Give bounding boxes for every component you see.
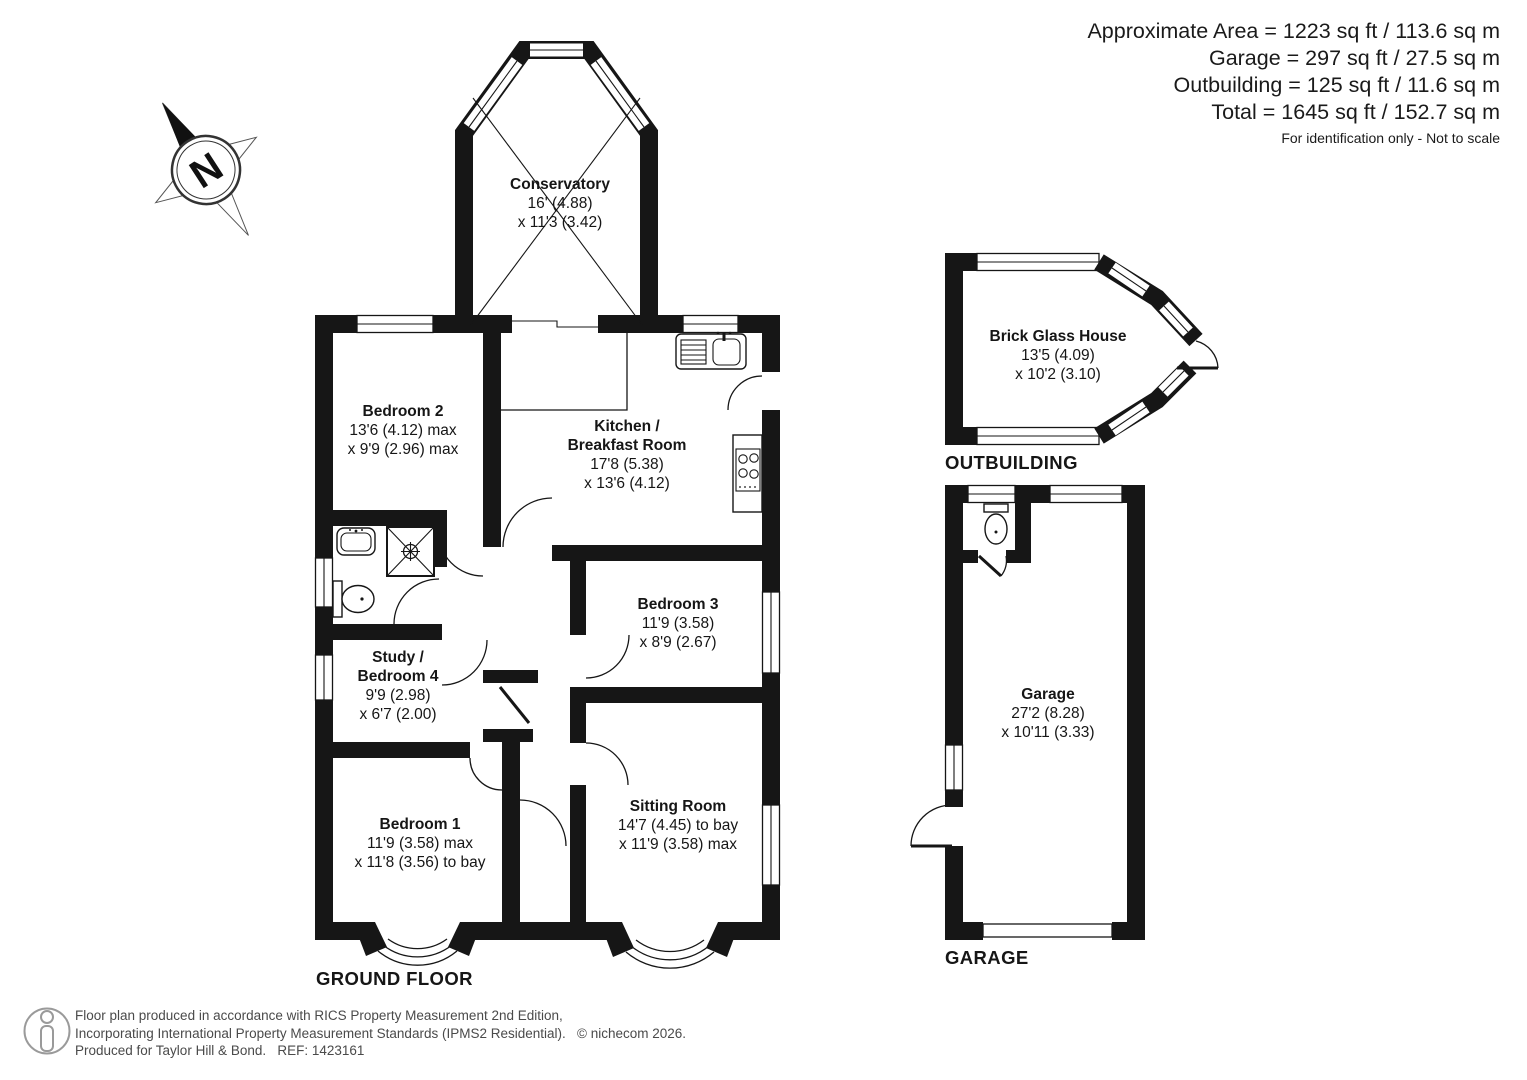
area-summary: [1087, 18, 1500, 147]
window-sitting-room: [763, 805, 780, 885]
conservatory-threshold: [512, 321, 598, 327]
room-label-bedroom1: Bedroom 1 11'9 (3.58) max x 11'8 (3.56) to bay: [354, 816, 486, 871]
ground-floor-title: GROUND FLOOR: [316, 968, 473, 989]
hob: [733, 435, 762, 512]
bay-window-sitting-room: [600, 922, 740, 968]
window-kitchen: [683, 316, 738, 333]
room-label-study-bedroom4: Study / Bedroom 4 9'9 (2.98) x 6'7 (2.00): [357, 649, 439, 723]
window-bedroom2: [357, 316, 433, 333]
outbuilding-title: OUTBUILDING: [945, 452, 1078, 473]
kitchen-counter-line: [501, 333, 627, 410]
identification-note: For identification only - Not to scale: [1281, 130, 1500, 146]
area-line-outbuilding: Outbuilding = 125 sq ft / 11.6 sq m: [1173, 73, 1500, 97]
area-line-total: Total = 1645 sq ft / 152.7 sq m: [1211, 100, 1500, 124]
compass-north-label: N: [182, 144, 231, 198]
footer-disclaimer: [75, 1007, 686, 1060]
garage-vehicle-door: [983, 924, 1112, 937]
room-label-bedroom2: Bedroom 2 13'6 (4.12) max x 9'9 (2.96) max: [347, 403, 459, 458]
room-label-sitting-room: Sitting Room 14'7 (4.45) to bay x 11'9 (3.58) max: [617, 798, 739, 853]
garage-doors: [911, 556, 1112, 937]
room-label-conservatory: Conservatory 16' (4.88) x 11'3 (3.42): [510, 176, 610, 231]
garage-wc-toilet: [984, 504, 1008, 544]
conservatory-windows: [469, 50, 644, 127]
kitchen-sink: [676, 332, 746, 369]
window-bedroom3: [763, 592, 780, 673]
window-study: [316, 655, 333, 700]
area-line-approximate: Approximate Area = 1223 sq ft / 113.6 sq m: [1087, 19, 1500, 43]
room-label-kitchen: Kitchen / Breakfast Room 17'8 (5.38) x 13'6 (4.12): [567, 418, 687, 492]
footer-line-2: Incorporating International Property Measurement Standards (IPMS2 Residential). © nichecom 2026.: [75, 1025, 687, 1041]
footer-line-1: Floor plan produced in accordance with RICS Property Measurement 2nd Edition,: [75, 1008, 563, 1023]
footer-line-3: Produced for Taylor Hill & Bond. REF: 1423161: [75, 1043, 365, 1058]
garage-windows: [946, 486, 1123, 791]
room-label-bedroom3: Bedroom 3 11'9 (3.58) x 8'9 (2.67): [637, 596, 719, 651]
compass-rose: [112, 70, 299, 268]
toilet: [333, 581, 374, 617]
bay-window-bedroom1: [353, 922, 482, 965]
bathroom-fixtures: [333, 527, 434, 617]
shower-cubicle: [387, 527, 434, 576]
garage-title: GARAGE: [945, 947, 1029, 968]
bathroom-sink: [337, 528, 375, 555]
room-label-brick-glass-house: Brick Glass House 13'5 (4.09) x 10'2 (3.10): [989, 328, 1127, 383]
window-bathroom: [316, 558, 333, 607]
room-label-garage: Garage 27'2 (8.28) x 10'11 (3.33): [1001, 686, 1095, 741]
area-line-garage: Garage = 297 sq ft / 27.5 sq m: [1208, 46, 1500, 70]
person-icon: [25, 1009, 70, 1054]
